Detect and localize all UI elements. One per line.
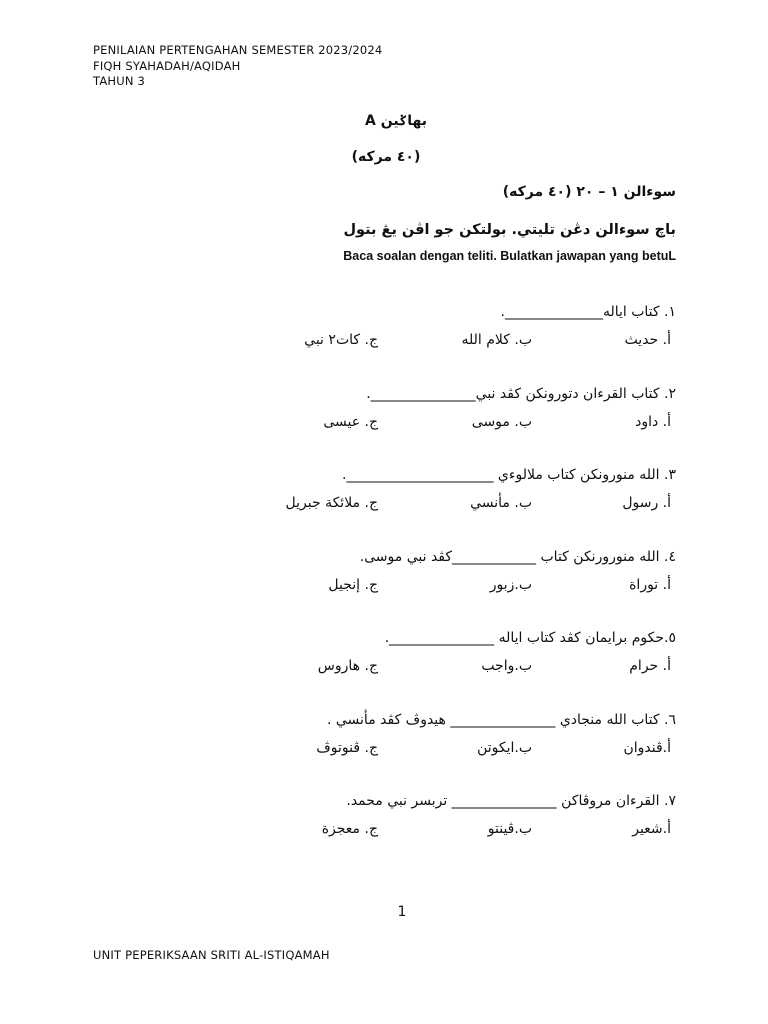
- q2-option-a: أ. داود: [635, 414, 671, 430]
- exam-title: PENILAIAN PERTENGAHAN SEMESTER 2023/2024: [93, 43, 383, 57]
- question-range: سوءالن ١ – ٢٠ (٤٠ مركه): [502, 184, 676, 200]
- q1-option-b: ب. كلام الله: [461, 332, 532, 348]
- q1-option-a: أ. حديث: [624, 332, 671, 348]
- document-header: [93, 43, 382, 90]
- q4-option-c: ج. إنجيل: [328, 577, 378, 593]
- instruction-jawi: باچ سوءالن دڠن تليتي. بولتكن جو اڤن يڠ بتول: [343, 222, 676, 238]
- q1-option-c: ج. كات٢ نبي: [304, 332, 378, 348]
- question-7: ٧. القرءان مروڤاكن _______________ تربسر نبي محمد.: [346, 793, 676, 809]
- total-marks: (٤٠ مركه): [351, 149, 421, 165]
- question-4: ٤. الله منورورنكن كتاب ____________كڤد نبي موسى.: [359, 549, 676, 565]
- q2-option-b: ب. موسى: [471, 414, 532, 430]
- q5-option-a: أ. حرام: [629, 658, 671, 674]
- q6-option-a: أ.ڤندوان: [623, 740, 671, 756]
- q6-option-b: ب.ايكوتن: [477, 740, 532, 756]
- q7-option-c: ج. معجزة: [321, 821, 378, 837]
- q3-option-a: أ. رسول: [622, 495, 671, 511]
- grade-level: TAHUN 3: [93, 74, 146, 88]
- q5-option-c: ج. هاروس: [317, 658, 378, 674]
- instruction-rumi: Baca soalan dengan teliti. Bulatkan jawapan yang betuL: [343, 249, 676, 263]
- part-label: بهاݢين A: [365, 113, 427, 129]
- q4-option-b: ب.زبور: [489, 577, 532, 593]
- q6-option-c: ج. ڤنوتوڤ: [316, 740, 378, 756]
- q7-option-b: ب.ڤينتو: [487, 821, 532, 837]
- document-footer: UNIT PEPERIKSAAN SRITI AL-ISTIQAMAH: [93, 948, 330, 962]
- q4-option-a: أ. توراة: [629, 577, 671, 593]
- question-3: ٣. الله منورونكن كتاب ملالوءي _____________________.: [342, 467, 676, 483]
- q3-option-c: ج. ملائكة جبريل: [285, 495, 378, 511]
- page-number: 1: [397, 904, 407, 920]
- q3-option-b: ب. مأنسي: [470, 495, 532, 511]
- subject-name: FIQH SYAHADAH/AQIDAH: [93, 58, 241, 73]
- question-5: ٥.حكوم برايمان كڤد كتاب اياله _______________.: [384, 630, 676, 646]
- question-6: ٦. كتاب الله منجادي _______________ هيدوڤ كڤد مأنسي .: [326, 712, 676, 728]
- question-2: ٢. كتاب القرءان دتورونكن كڤد نبي_______________.: [366, 386, 676, 402]
- q2-option-c: ج. عيسى: [323, 414, 378, 430]
- q7-option-a: أ.شعير: [632, 821, 671, 837]
- q5-option-b: ب.واجب: [481, 658, 532, 674]
- question-1: ١. كتاب اياله______________.: [500, 304, 676, 320]
